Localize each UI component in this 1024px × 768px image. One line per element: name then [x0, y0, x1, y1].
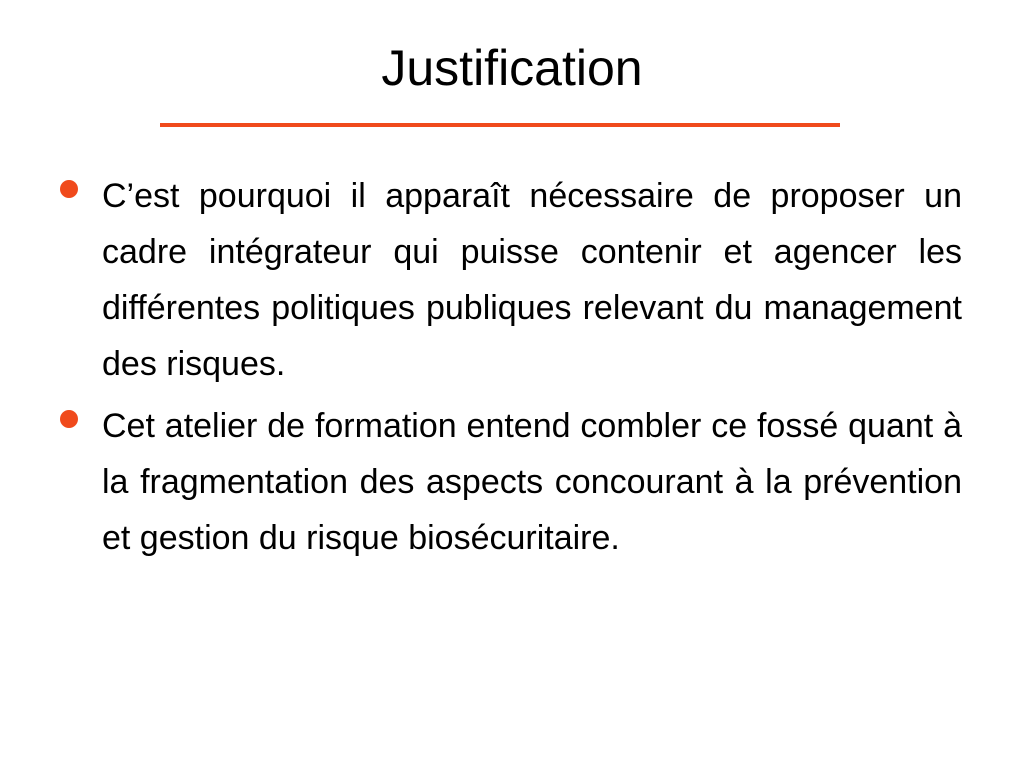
bullet-text: Cet atelier de formation entend combler ce fossé quant à la fragmentation des aspects concourant à la prévention et gestion du risque biosécuritaire.: [102, 407, 962, 557]
bullet-list: [56, 168, 962, 572]
slide-title: Justification: [381, 40, 643, 96]
bullet-dot-icon: [60, 410, 78, 428]
bullet-item: [56, 168, 962, 392]
bullet-item: [56, 398, 962, 566]
title-underline: [160, 123, 840, 127]
bullet-dot-icon: [60, 180, 78, 198]
bullet-text: C’est pourquoi il apparaît nécessaire de proposer un cadre intégrateur qui puisse contenir et agencer les différentes politiques publiques relevant du management des risques.: [102, 177, 962, 383]
